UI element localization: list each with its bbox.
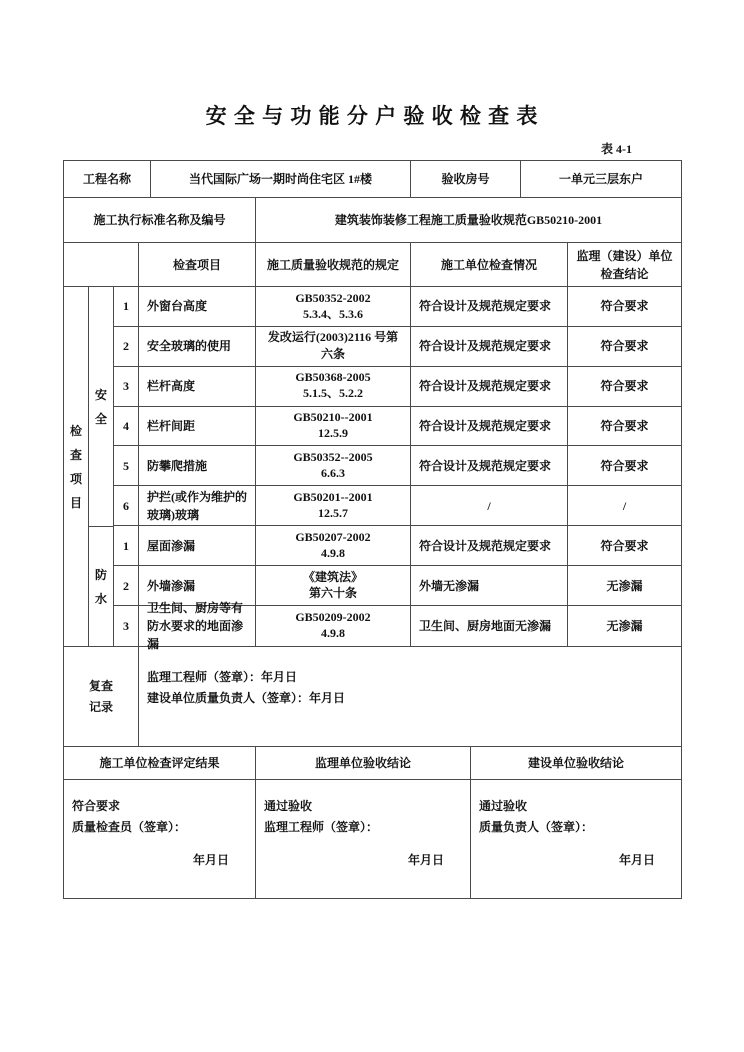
section-label-cell (64, 287, 89, 646)
spec-cell (256, 287, 411, 326)
spec-cell (256, 566, 411, 605)
owner-result-header: 建设单位验收结论 (527, 756, 624, 770)
check-item: 护拦(或作为维护的玻璃)玻璃 (139, 486, 256, 525)
contractor-date: 年月日 (192, 853, 229, 867)
contractor-check: 符合设计及规范规定要求 (411, 526, 568, 565)
conclusion: 符合要求 (600, 538, 649, 553)
spec-line1: 《建筑法》 (302, 569, 363, 584)
spec-cell (256, 526, 411, 565)
check-item: 安全玻璃的使用 (139, 327, 256, 366)
row-number: 3 (114, 367, 139, 406)
conclusion: 符合要求 (600, 458, 649, 473)
contractor-check: 外墙无渗漏 (411, 566, 568, 605)
check-item: 栏杆间距 (139, 407, 256, 446)
recheck-label: 复查记录 (88, 678, 113, 714)
spec-cell (256, 446, 411, 485)
table-row (114, 367, 681, 407)
group-safety-cell (89, 287, 113, 527)
spec-line2: 5.3.4、5.3.6 (302, 306, 363, 321)
contractor-check: 卫生间、厨房地面无渗漏 (411, 606, 568, 646)
contractor-result-cell (64, 780, 256, 898)
row-number: 6 (114, 486, 139, 525)
recheck-line-owner: 建设单位质量负责人（签章）：年月日 (147, 691, 346, 705)
conclusion: 符合要求 (600, 379, 649, 394)
supervisor-result-header: 监理单位验收结论 (256, 747, 471, 779)
supervisor-result-cell (256, 780, 471, 898)
header-supervisor: 监理（建设）单位检查结论 (576, 248, 673, 281)
spec-cell (256, 327, 411, 366)
section-label: 检查项目 (69, 423, 82, 510)
owner-result-cell (471, 780, 681, 898)
data-section (64, 287, 681, 652)
table-row (114, 486, 681, 526)
acceptance-table (63, 160, 682, 899)
supervisor-date: 年月日 (407, 853, 444, 867)
spec-cell (256, 486, 411, 525)
page-title: 安 全 与 功 能 分 户 验 收 检 查 表 (205, 104, 539, 128)
conclusion: 无渗漏 (606, 578, 643, 593)
room-no-label: 验收房号 (411, 161, 521, 197)
supervisor-result-text: 通过验收 (264, 799, 313, 813)
project-name-value: 当代国际广场一期时尚住宅区 1#楼 (151, 161, 411, 197)
table-row (114, 327, 681, 367)
recheck-line-supervisor: 监理工程师（签章）：年月日 (147, 670, 298, 684)
row-number: 4 (114, 407, 139, 446)
contractor-check: 符合设计及规范规定要求 (411, 367, 568, 406)
contractor-check: / (411, 486, 568, 525)
contractor-check: 符合设计及规范规定要求 (411, 327, 568, 366)
recheck-row (64, 647, 681, 747)
spec-line2: 第六十条 (308, 585, 357, 600)
contractor-check: 符合设计及规范规定要求 (411, 287, 568, 326)
conclusion: 符合要求 (600, 419, 649, 433)
standard-label: 施工执行标准名称及编号 (64, 198, 256, 242)
conclusion-content-row (64, 780, 681, 898)
project-name-label: 工程名称 (64, 161, 151, 197)
header-check-item: 检查项目 (139, 243, 256, 286)
standard-value: 建筑装饰装修工程施工质量验收规范GB50210-2001 (334, 213, 603, 227)
table-row (114, 446, 681, 486)
spec-line1: GB50210--2001 (293, 410, 373, 425)
contractor-signature-label: 质量检查员（签章）： (72, 820, 187, 834)
check-item: 屋面渗漏 (139, 526, 256, 565)
check-item: 外窗台高度 (139, 287, 256, 326)
contractor-result-header: 施工单位检查评定结果 (64, 747, 256, 779)
recheck-content (139, 647, 681, 746)
group-column (89, 287, 114, 646)
contractor-check: 符合设计及规范规定要求 (411, 446, 568, 485)
row-number: 3 (114, 606, 139, 646)
header-spec: 施工质量验收规范的规定 (256, 243, 411, 286)
spec-line1: GB50352--2005 (293, 449, 373, 464)
form-sheet (63, 140, 682, 899)
table-row (114, 287, 681, 327)
contractor-result-text: 符合要求 (72, 799, 121, 813)
table-row (114, 407, 681, 447)
info-row-project (64, 161, 681, 198)
spec-line2: 4.9.8 (321, 545, 345, 560)
row-number: 1 (114, 287, 139, 326)
conclusion: 符合要求 (600, 299, 649, 314)
table-row (114, 526, 681, 566)
spec-line2: 12.5.7 (318, 506, 348, 521)
check-item: 栏杆高度 (139, 367, 256, 406)
spec-line2: 12.5.9 (318, 426, 348, 441)
conclusion: / (622, 498, 627, 513)
check-item: 卫生间、厨房等有防水要求的地面渗漏 (139, 606, 256, 646)
spec-line1: GB50368-2005 (295, 370, 371, 385)
spec-line2: 5.1.5、5.2.2 (302, 386, 363, 401)
spec-line1: GB50207-2002 (295, 529, 371, 544)
recheck-label-cell (64, 647, 139, 746)
table-row (114, 601, 681, 652)
row-number: 1 (114, 526, 139, 565)
spec-line1: 发改运行(2003)2116 号第 (267, 330, 399, 345)
header-blank-cell (64, 243, 139, 286)
spec-line2: 4.9.8 (321, 626, 345, 641)
row-number: 5 (114, 446, 139, 485)
spec-cell (256, 407, 411, 446)
header-contractor: 施工单位检查情况 (411, 243, 568, 286)
table-number: 表 4-1 (601, 142, 632, 156)
spec-line1: GB50201--2001 (293, 489, 373, 504)
group-waterproof-cell (89, 527, 113, 646)
column-header-row (64, 243, 681, 287)
check-item: 外墙渗漏 (139, 566, 256, 605)
owner-signature-label: 质量负责人（签章）： (479, 820, 594, 834)
spec-line1: GB50352-2002 (295, 290, 371, 305)
conclusion-header-row (64, 747, 681, 780)
row-number: 2 (114, 566, 139, 605)
owner-date: 年月日 (618, 853, 655, 867)
group-waterproof-label: 防水 (94, 567, 107, 606)
contractor-check: 符合设计及规范规定要求 (411, 407, 568, 446)
group-safety-label: 安全 (94, 387, 107, 426)
supervisor-signature-label: 监理工程师（签章）： (264, 820, 379, 834)
conclusion: 符合要求 (600, 339, 649, 354)
spec-cell (256, 367, 411, 406)
row-number: 2 (114, 327, 139, 366)
data-rows (114, 287, 681, 652)
check-item: 防攀爬措施 (139, 446, 256, 485)
spec-cell (256, 606, 411, 646)
spec-line1: GB50209-2002 (295, 609, 371, 624)
room-no-value: 一单元三层东户 (558, 172, 643, 186)
spec-line2: 6.6.3 (321, 466, 345, 481)
conclusion: 无渗漏 (606, 619, 643, 634)
spec-line2: 六条 (320, 346, 345, 361)
owner-result-text: 通过验收 (479, 799, 528, 813)
info-row-standard (64, 198, 681, 243)
